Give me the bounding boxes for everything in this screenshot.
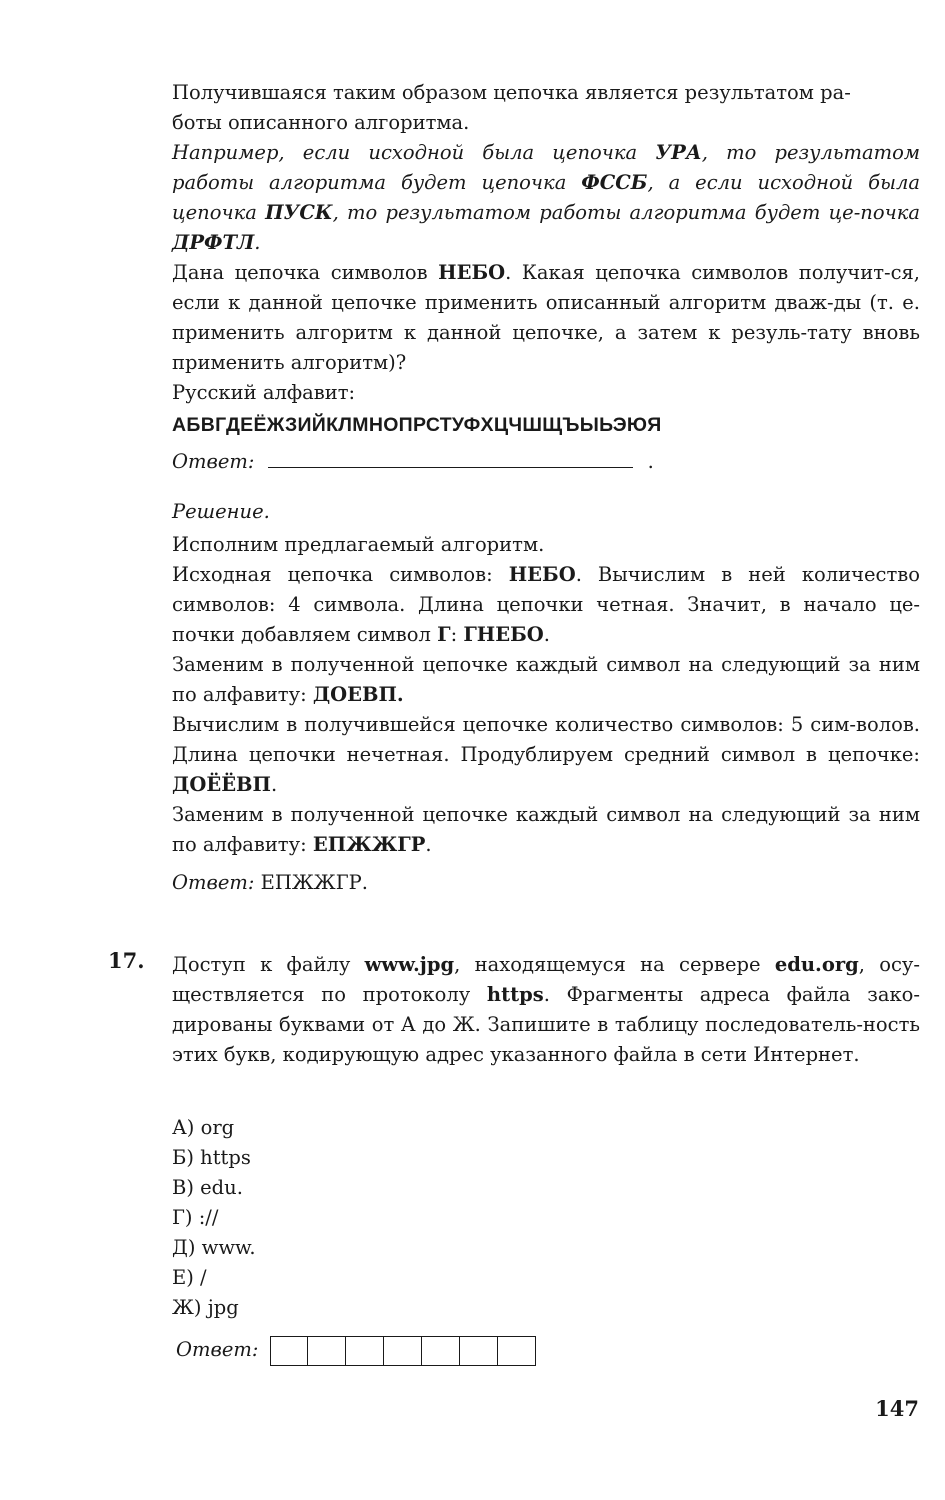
- answer-cell[interactable]: [460, 1336, 498, 1366]
- option-zh: Ж) jpg: [172, 1296, 239, 1319]
- intro-line-2: боты описанного алгоритма.: [172, 111, 470, 134]
- solution-block: [172, 497, 920, 898]
- solution-step-1: Исполним предлагаемый алгоритм.: [172, 533, 545, 556]
- task-number: 17.: [108, 948, 145, 973]
- answer-row: [172, 447, 920, 477]
- example-text: , то результатом работы алгоритма будет цепочка: [172, 141, 920, 194]
- example-chain: ФССБ: [581, 171, 648, 194]
- solution-step-3: Заменим в полученной цепочке каждый символ на следующий за ним по алфавиту: ДОЕВП.: [172, 653, 920, 706]
- option-v: В) edu.: [172, 1176, 243, 1199]
- question-paragraph: [172, 258, 920, 378]
- question-text: Дана цепочка символов: [172, 261, 439, 284]
- option-e: Е) /: [172, 1266, 207, 1289]
- example-text: Например, если исходной была цепочка: [172, 141, 656, 164]
- page-number: 147: [875, 1396, 919, 1421]
- example-chain: ПУСК: [265, 201, 333, 224]
- solution-step-2: Исходная цепочка символов: НЕБО. Вычислим в ней количество символов: 4 символа. Длина цепочки четная. Значит, в начало це-почки добавляем символ Г: ГНЕБО.: [172, 563, 920, 646]
- option-d: Д) www.: [172, 1236, 256, 1259]
- answer-input-line[interactable]: [268, 447, 633, 468]
- example-text: , а если исходной была цепочка: [172, 171, 920, 224]
- question-chain: НЕБО: [438, 261, 506, 284]
- solution-step-5: Заменим в полученной цепочке каждый символ на следующий за ним по алфавиту: ЕПЖЖГР.: [172, 803, 920, 856]
- answer-cell[interactable]: [498, 1336, 536, 1366]
- alphabet-block: [172, 378, 920, 440]
- solution-step-4: Вычислим в получившейся цепочке количество символов: 5 сим-волов. Длина цепочки нечетная. Продублируем средний символ в цепочке: ДОЁЁВП.: [172, 713, 920, 796]
- question-text: . Какая цепочка символов получит-ся, если к данной цепочке применить описанный алгоритм дваж-ды (т. е. применить алгоритм к данной цепочке, а затем к резуль-тату вновь применить алгоритм)?: [172, 261, 920, 374]
- example-paragraph: [172, 138, 920, 258]
- intro-line-1: Получившаяся таким образом цепочка является результатом ра-: [172, 81, 851, 104]
- example-chain: УРА: [655, 141, 702, 164]
- alphabet-letters: АБВГДЕЁЖЗИЙКЛМНОПРСТУФХЦЧШЩЪЫЬЭЮЯ: [172, 414, 662, 436]
- answer-cell[interactable]: [270, 1336, 308, 1366]
- answer-cell[interactable]: [384, 1336, 422, 1366]
- intro-paragraph: [172, 78, 920, 138]
- answer-cell[interactable]: [422, 1336, 460, 1366]
- task-17-text: Доступ к файлу www.jpg, находящемуся на сервере edu.org, осу-ществляется по протоколу https. Фрагменты адреса файла зако-дированы буквами от А до Ж. Запишите в таблицу последователь-ность этих букв, кодирующую адрес указанного файла в сети Интернет.: [172, 953, 920, 1066]
- answer-label: Ответ:: [172, 450, 255, 473]
- answer-cell[interactable]: [308, 1336, 346, 1366]
- example-text: , то результатом работы алгоритма будет це-почка: [332, 201, 921, 224]
- grid-answer-label: Ответ:: [176, 1338, 259, 1361]
- answer-end-dot: .: [647, 450, 654, 473]
- example-chain: ДРФТЛ: [172, 231, 255, 254]
- option-a: А) org: [172, 1116, 235, 1139]
- example-text: .: [254, 231, 261, 254]
- option-b: Б) https: [172, 1146, 251, 1169]
- solution-answer: Ответ: ЕПЖЖГР.: [172, 871, 368, 894]
- answer-cell[interactable]: [346, 1336, 384, 1366]
- answer-grid: [270, 1336, 536, 1366]
- options-list: [172, 1113, 920, 1323]
- alphabet-label: Русский алфавит:: [172, 381, 356, 404]
- solution-title: Решение.: [172, 500, 270, 523]
- answer-grid-row: [176, 1335, 924, 1366]
- option-g: Г) ://: [172, 1206, 219, 1229]
